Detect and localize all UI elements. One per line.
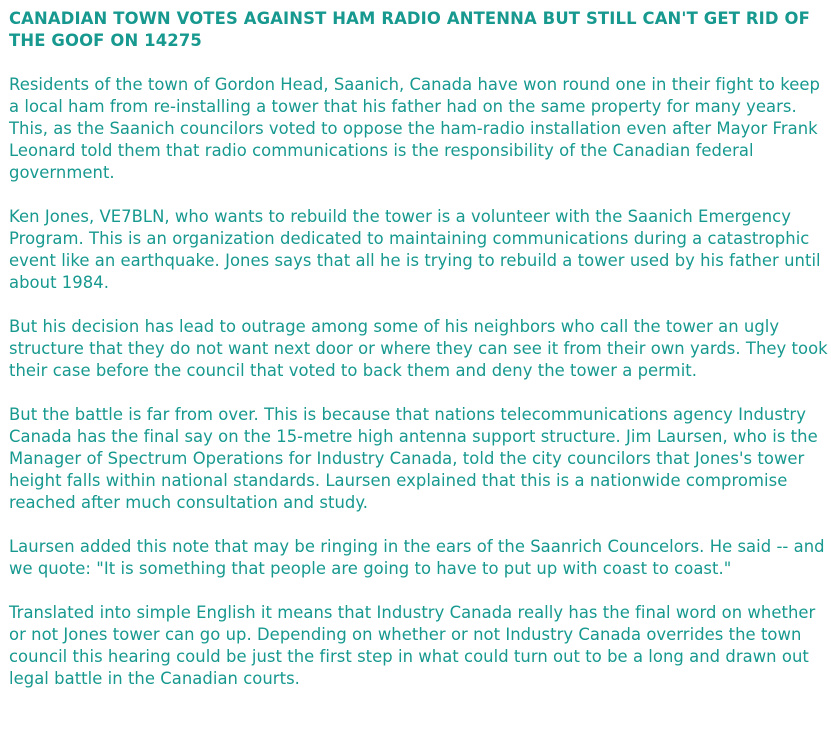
article-paragraph-1: Residents of the town of Gordon Head, Saanich, Canada have won round one in their fight to keep a local ham from re-installing a tower that his father had on the same property for many years. This, as the Saanich councilors voted to oppose the ham-radio installation even after Mayor Frank Leonard told them that radio communications is the responsibility of the Canadian federal government. — [9, 75, 820, 182]
article-paragraph-5: Laursen added this note that may be ringing in the ears of the Saanrich Councelors. He said -- and we quote: "It is something that people are going to have to put up with coast to coast." — [9, 537, 825, 578]
article-headline: CANADIAN TOWN VOTES AGAINST HAM RADIO ANTENNA BUT STILL CAN'T GET RID OF THE GOOF ON 14275 — [9, 9, 810, 50]
article-paragraph-6: Translated into simple English it means that Industry Canada really has the final word on whether or not Jones tower can go up. Depending on whether or not Industry Canada overrides the town council this hearing could be just the first step in what could turn out to be a long and drawn out legal battle in the Canadian courts. — [9, 603, 816, 688]
article-paragraph-3: But his decision has lead to outrage among some of his neighbors who call the tower an ugly structure that they do not want next door or where they can see it from their own yards. They took their case before the council that voted to back them and deny the tower a permit. — [9, 317, 828, 380]
article-paragraph-2: Ken Jones, VE7BLN, who wants to rebuild the tower is a volunteer with the Saanich Emergency Program. This is an organization dedicated to maintaining communications during a catastrophic event like an earthquake. Jones says that all he is trying to rebuild a tower used by his father until about 1984. — [9, 207, 821, 292]
news-article — [9, 8, 829, 690]
article-paragraph-4: But the battle is far from over. This is because that nations telecommunications agency Industry Canada has the final say on the 15-metre high antenna support structure. Jim Laursen, who is the Manager of Spectrum Operations for Industry Canada, told the city councilors that Jones's tower height falls within national standards. Laursen explained that this is a nationwide compromise reached after much consultation and study. — [9, 405, 818, 512]
